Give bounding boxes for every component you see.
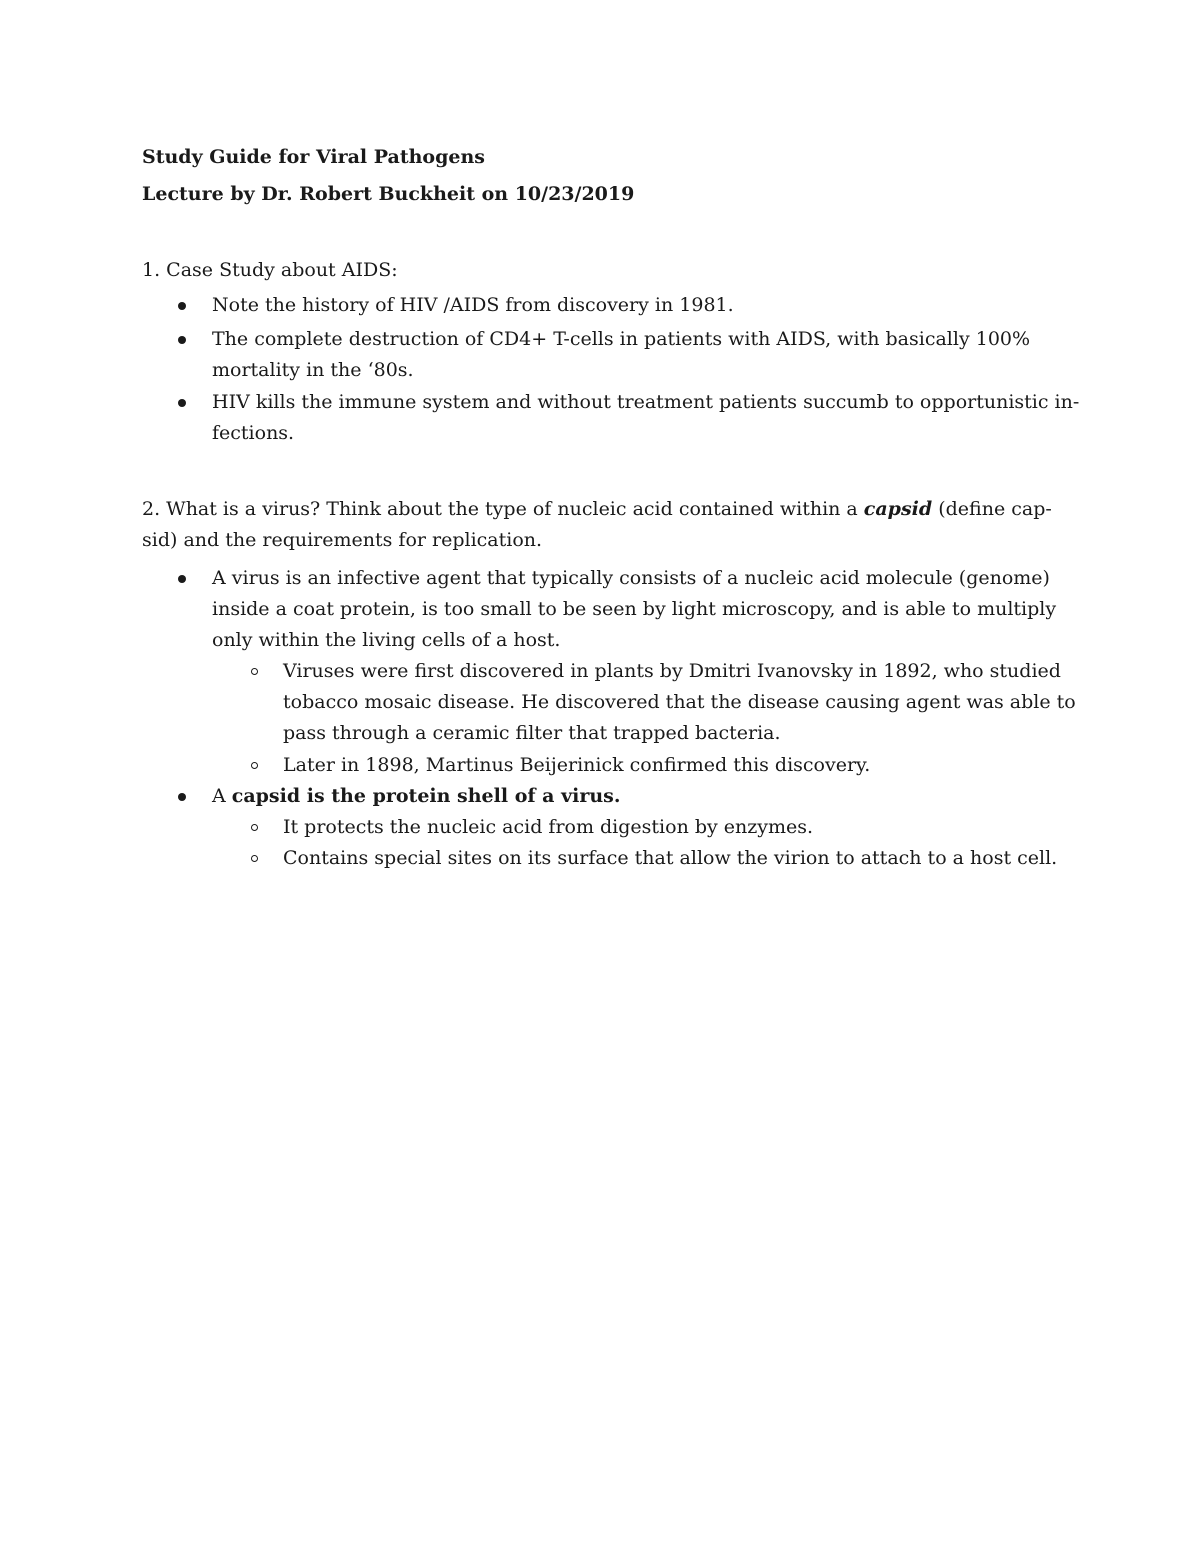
sub-bullet-1-line-3: pass through a ceramic filter that trapped bacteria. (283, 722, 781, 744)
bullet-icon (178, 575, 186, 583)
section-1-bullet-1: Note the history of HIV /AIDS from discovery in 1981. (212, 294, 734, 316)
sub-bullet-4: Contains special sites on its surface that allow the virion to attach to a host cell. (283, 847, 1058, 869)
section-2-bullet-1-line-3: only within the living cells of a host. (212, 629, 561, 651)
sub-bullet-2: Later in 1898, Martinus Beijerinick confirmed this discovery. (283, 754, 871, 776)
sub-bullet-icon (251, 762, 258, 769)
section-2-bullet-2-prefix: A (212, 785, 232, 807)
sub-bullet-1-line-2: tobacco mosaic disease. He discovered that the disease causing agent was able to (283, 691, 1076, 713)
sub-bullet-icon (251, 824, 258, 831)
section-2-heading-suffix: (define cap- (932, 498, 1052, 520)
sub-bullet-1-line-1: Viruses were first discovered in plants by Dmitri Ivanovsky in 1892, who studied (283, 660, 1061, 682)
section-2-heading-line-2: sid) and the requirements for replication. (142, 529, 543, 551)
sub-bullet-icon (251, 855, 258, 862)
bullet-icon (178, 336, 186, 344)
capsid-term: capsid (863, 498, 933, 520)
section-1-heading: 1. Case Study about AIDS: (142, 259, 398, 281)
sub-bullet-3: It protects the nucleic acid from digestion by enzymes. (283, 816, 814, 838)
bullet-icon (178, 793, 186, 801)
sub-bullet-icon (251, 668, 258, 675)
section-1-bullet-3-line-2: fections. (212, 422, 295, 444)
section-2-bullet-2 (212, 781, 620, 812)
section-1-bullet-2-line-1: The complete destruction of CD4+ T-cells in patients with AIDS, with basically 100% (212, 328, 1031, 350)
bullet-icon (178, 302, 186, 310)
document-subtitle: Lecture by Dr. Robert Buckheit on 10/23/2019 (142, 183, 635, 205)
section-2-bullet-1-line-1: A virus is an infective agent that typically consists of a nucleic acid molecule (genome) (212, 567, 1050, 589)
section-1-bullet-3-line-1: HIV kills the immune system and without treatment patients succumb to opportunistic in- (212, 391, 1080, 413)
bullet-icon (178, 399, 186, 407)
document-title: Study Guide for Viral Pathogens (142, 146, 485, 168)
section-1-bullet-2-line-2: mortality in the ‘80s. (212, 359, 414, 381)
section-2-bullet-1-line-2: inside a coat protein, is too small to be seen by light microscopy, and is able to multiply (212, 598, 1057, 620)
section-2-heading (142, 494, 1052, 525)
capsid-definition: capsid is the protein shell of a virus. (231, 785, 621, 807)
section-2-heading-prefix: 2. What is a virus? Think about the type of nucleic acid contained within a (142, 498, 864, 520)
